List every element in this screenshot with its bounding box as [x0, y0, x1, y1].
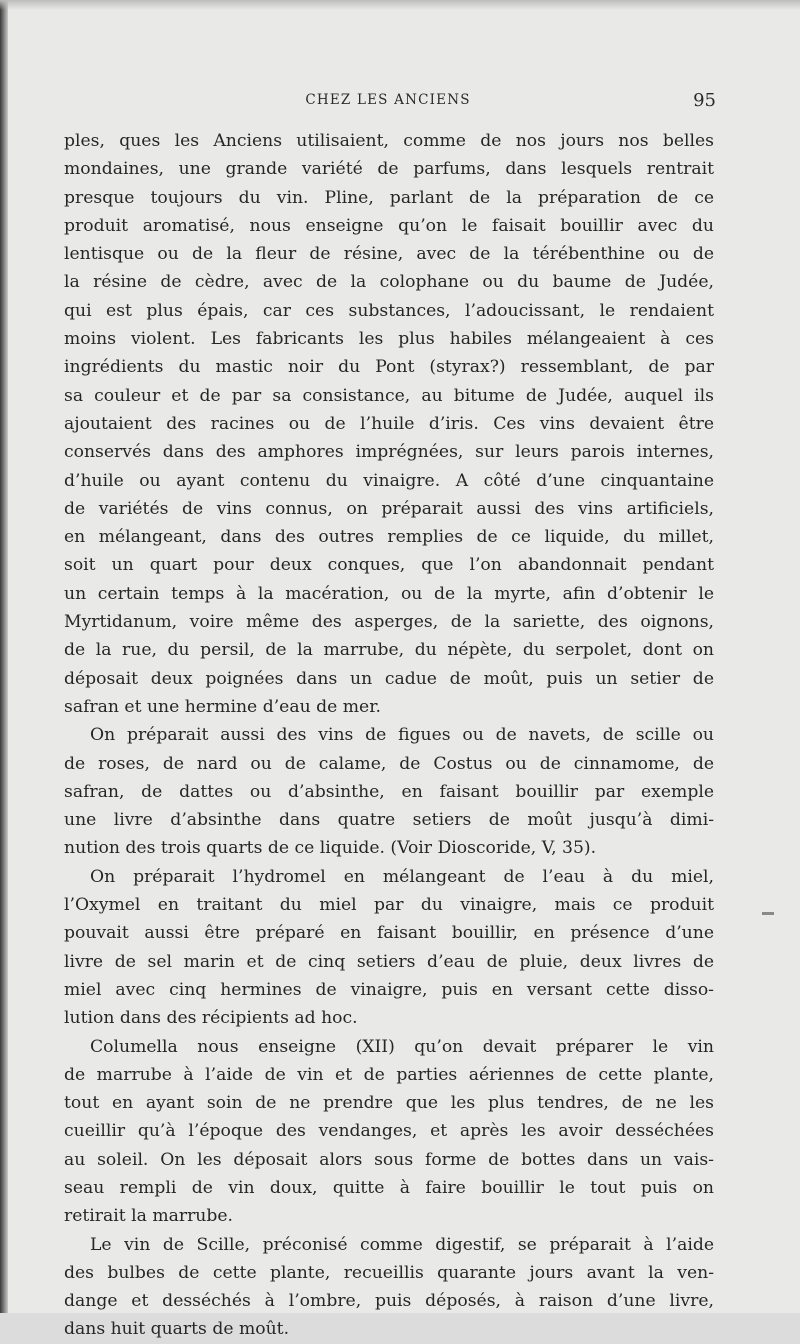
text-line: On préparait l’hydromel en mélangeant de l’eau à du miel,	[90, 866, 714, 887]
text-line: Le vin de Scille, préconisé comme digestif, se préparait à l’aide	[90, 1234, 714, 1255]
text-line: de variétés de vins connus, on préparait aussi des vins artificiels,	[64, 498, 714, 519]
text-line: de roses, de nard ou de calame, de Costus ou de cinnamome, de	[64, 753, 714, 774]
text-line: ingrédients du mastic noir du Pont (styrax?) ressemblant, de par	[64, 357, 714, 378]
page-number: 95	[693, 90, 716, 111]
running-title: CHEZ LES ANCIENS	[305, 92, 471, 108]
text-line: moins violent. Les fabricants les plus habiles mélangeaient à ces	[64, 329, 714, 350]
text-line: Myrtidanum, voire même des asperges, de la sariette, des oignons,	[64, 612, 714, 633]
text-line: livre de sel marin et de cinq setiers d’eau de pluie, deux livres de	[64, 951, 714, 972]
text-line: un certain temps à la macération, ou de la myrte, afin d’obtenir le	[64, 583, 714, 604]
text-line: dans huit quarts de moût.	[64, 1319, 290, 1340]
text-line: miel avec cinq hermines de vinaigre, puis en versant cette disso-	[64, 979, 714, 1000]
text-line: déposait deux poignées dans un cadue de moût, puis un setier de	[64, 668, 714, 689]
text-line: d’huile ou ayant contenu du vinaigre. A côté d’une cinquantaine	[64, 470, 714, 491]
text-line: qui est plus épais, car ces substances, l’adoucissant, le rendaient	[64, 300, 714, 321]
text-line: lentisque ou de la fleur de résine, avec de la térébenthine ou de	[64, 244, 714, 265]
body-text	[64, 127, 714, 1344]
text-line: des bulbes de cette plante, recueillis quarante jours avant la ven-	[64, 1262, 714, 1283]
text-line: de la rue, du persil, de la marrube, du népète, du serpolet, dont on	[64, 640, 714, 661]
text-line: soit un quart pour deux conques, que l’on abandonnait pendant	[64, 555, 714, 576]
binding-edge	[0, 0, 8, 1313]
text-line: l’Oxymel en traitant du miel par du vinaigre, mais ce produit	[64, 895, 714, 916]
text-line: lution dans des récipients ad hoc.	[64, 1008, 358, 1029]
text-line: la résine de cèdre, avec de la colophane ou du baume de Judée,	[64, 272, 714, 293]
text-line: Columella nous enseigne (XII) qu’on devait préparer le vin	[90, 1036, 714, 1057]
text-line: presque toujours du vin. Pline, parlant de la préparation de ce	[64, 187, 714, 208]
text-line: produit aromatisé, nous enseigne qu’on le faisait bouillir avec du	[64, 215, 714, 236]
text-line: tout en ayant soin de ne prendre que les plus tendres, de ne les	[64, 1093, 714, 1114]
text-line: au soleil. On les déposait alors sous forme de bottes dans un vais-	[64, 1149, 714, 1170]
text-line: une livre d’absinthe dans quatre setiers de moût jusqu’à dimi-	[64, 810, 714, 831]
text-line: cueillir qu’à l’époque des vendanges, et après les avoir desséchées	[64, 1121, 714, 1142]
text-line: conservés dans des amphores imprégnées, sur leurs parois internes,	[64, 442, 714, 463]
text-line: safran et une hermine d’eau de mer.	[64, 696, 382, 717]
text-line: nution des trois quarts de ce liquide. (Voir Dioscoride, V, 35).	[64, 838, 597, 859]
text-line: dange et desséchés à l’ombre, puis déposés, à raison d’une livre,	[64, 1291, 714, 1312]
text-line: mondaines, une grande variété de parfums, dans lesquels rentrait	[64, 159, 714, 180]
top-edge-shadow	[0, 0, 800, 10]
margin-mark	[762, 912, 774, 915]
running-head	[60, 90, 716, 114]
text-line: ajoutaient des racines ou de l’huile d’iris. Ces vins devaient être	[64, 413, 714, 434]
text-line: pouvait aussi être préparé en faisant bouillir, en présence d’une	[64, 923, 714, 944]
text-line: On préparait aussi des vins de figues ou de navets, de scille ou	[90, 725, 714, 746]
text-line: retirait la marrube.	[64, 1206, 234, 1227]
text-line: sa couleur et de par sa consistance, au bitume de Judée, auquel ils	[64, 385, 714, 406]
text-line: safran, de dattes ou d’absinthe, en faisant bouillir par exemple	[64, 781, 714, 802]
text-line: de marrube à l’aide de vin et de parties aériennes de cette plante,	[64, 1064, 714, 1085]
text-line: ples, ques les Anciens utilisaient, comme de nos jours nos belles	[64, 131, 714, 151]
text-line: seau rempli de vin doux, quitte à faire bouillir le tout puis on	[64, 1177, 714, 1198]
text-line: en mélangeant, dans des outres remplies de ce liquide, du millet,	[64, 527, 714, 548]
